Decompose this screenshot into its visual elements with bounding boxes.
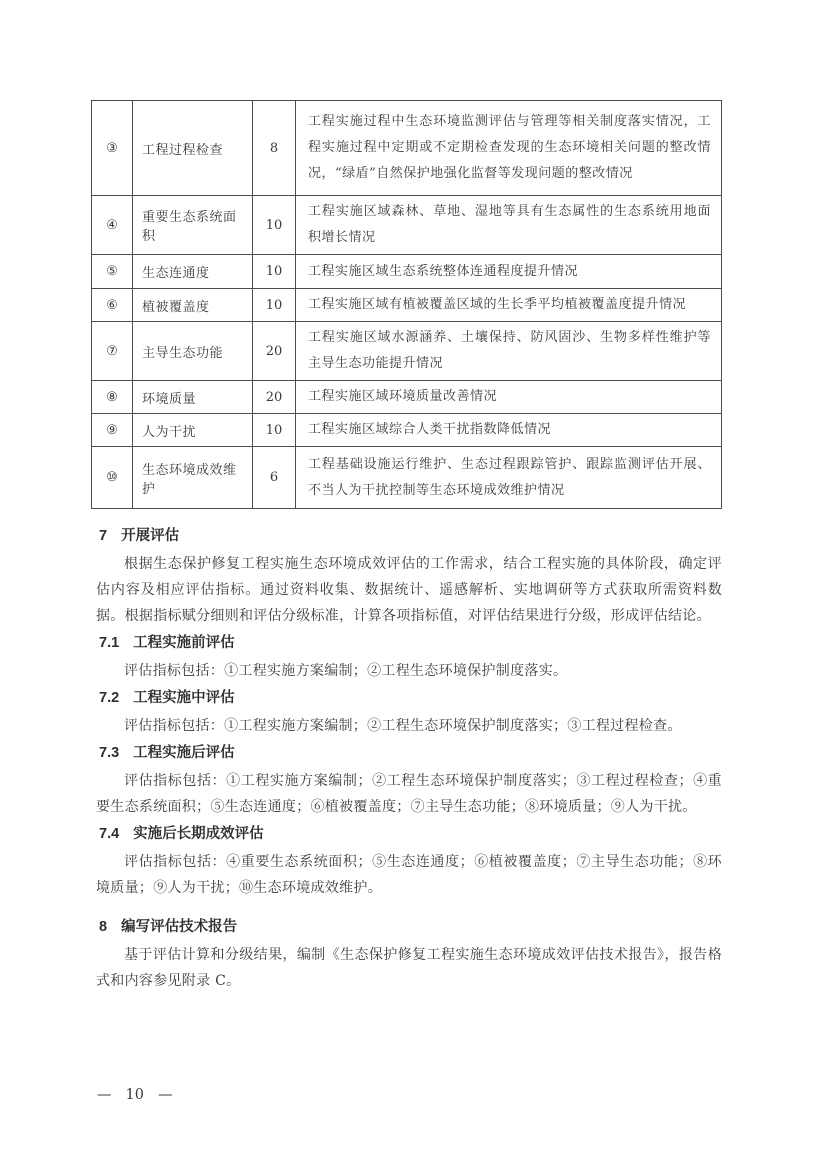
indicator-name: 主导生态功能 bbox=[133, 322, 253, 381]
indicator-number: ⑤ bbox=[92, 255, 133, 289]
indicator-score: 8 bbox=[253, 101, 296, 196]
section-7-4-heading bbox=[99, 824, 722, 845]
section-7-1-paragraph: 评估指标包括：①工程实施方案编制；②工程生态环境保护制度落实。 bbox=[124, 663, 568, 679]
indicator-name: 重要生态系统面积 bbox=[133, 196, 253, 255]
section-title: 编写评估技术报告 bbox=[121, 919, 238, 935]
section-number: 7.2 bbox=[99, 690, 120, 706]
section-number: 7.3 bbox=[99, 745, 120, 761]
section-title: 工程实施中评估 bbox=[133, 690, 235, 706]
indicator-number: ⑧ bbox=[92, 381, 133, 414]
indicator-score: 20 bbox=[253, 322, 296, 381]
indicator-number: ⑨ bbox=[92, 414, 133, 447]
section-number: 8 bbox=[99, 919, 108, 935]
section-7-2-heading bbox=[99, 688, 722, 709]
indicator-description: 工程实施区域环境质量改善情况 bbox=[296, 381, 722, 414]
indicator-number: ⑩ bbox=[92, 447, 133, 509]
section-7-paragraph: 根据生态保护修复工程实施生态环境成效评估的工作需求，结合工程实施的具体阶段，确定评估内容及相应评估指标。通过资料收集、数据统计、遥感解析、实地调研等方式获取所需资料数据。根据指标赋分细则和评估分级标准，计算各项指标值，对评估结果进行分级，形成评估结论。 bbox=[96, 556, 722, 624]
indicator-name: 环境质量 bbox=[133, 381, 253, 414]
indicator-number: ⑦ bbox=[92, 322, 133, 381]
table-row bbox=[92, 196, 722, 255]
section-7-heading bbox=[99, 526, 722, 547]
section-7-4-paragraph: 评估指标包括：④重要生态系统面积；⑤生态连通度；⑥植被覆盖度；⑦主导生态功能；⑧环境质量；⑨人为干扰；⑩生态环境成效维护。 bbox=[96, 854, 722, 896]
indicator-description: 工程实施区域综合人类干扰指数降低情况 bbox=[296, 414, 722, 447]
table-row bbox=[92, 255, 722, 289]
indicator-name: 生态连通度 bbox=[133, 255, 253, 289]
indicator-name: 人为干扰 bbox=[133, 414, 253, 447]
indicator-score-table bbox=[91, 100, 722, 509]
section-number: 7.4 bbox=[99, 826, 120, 842]
section-title: 实施后长期成效评估 bbox=[133, 826, 264, 842]
section-7-3-paragraph: 评估指标包括：①工程实施方案编制；②工程生态环境保护制度落实；③工程过程检查；④重要生态系统面积；⑤生态连通度；⑥植被覆盖度；⑦主导生态功能；⑧环境质量；⑨人为干扰。 bbox=[96, 773, 722, 815]
indicator-number: ④ bbox=[92, 196, 133, 255]
section-7-2-paragraph: 评估指标包括：①工程实施方案编制；②工程生态环境保护制度落实；③工程过程检查。 bbox=[124, 718, 682, 734]
indicator-description: 工程实施过程中生态环境监测评估与管理等相关制度落实情况，工程实施过程中定期或不定期检查发现的生态环境相关问题的整改情况，“绿盾”自然保护地强化监督等发现问题的整改情况 bbox=[296, 101, 722, 196]
indicator-score: 10 bbox=[253, 289, 296, 322]
section-number: 7.1 bbox=[99, 635, 120, 651]
section-7-1-heading bbox=[99, 633, 722, 654]
footer-left-dash: — bbox=[97, 1087, 112, 1103]
indicator-description: 工程实施区域有植被覆盖区域的生长季平均植被覆盖度提升情况 bbox=[296, 289, 722, 322]
indicator-description: 工程实施区域水源涵养、土壤保持、防风固沙、生物多样性维护等主导生态功能提升情况 bbox=[296, 322, 722, 381]
indicator-name: 工程过程检查 bbox=[133, 101, 253, 196]
indicator-name: 植被覆盖度 bbox=[133, 289, 253, 322]
table-row bbox=[92, 447, 722, 509]
section-8-heading bbox=[99, 917, 722, 938]
section-title: 工程实施前评估 bbox=[133, 635, 235, 651]
indicator-description: 工程基础设施运行维护、生态过程跟踪管护、跟踪监测评估开展、不当人为干扰控制等生态环境成效维护情况 bbox=[296, 447, 722, 509]
indicator-score: 10 bbox=[253, 196, 296, 255]
indicator-name: 生态环境成效维护 bbox=[133, 447, 253, 509]
section-8-paragraph: 基于评估计算和分级结果，编制《生态保护修复工程实施生态环境成效评估技术报告》，报告格式和内容参见附录 C。 bbox=[96, 947, 722, 989]
table-row bbox=[92, 414, 722, 447]
section-number: 7 bbox=[99, 528, 108, 544]
indicator-description: 工程实施区域森林、草地、湿地等具有生态属性的生态系统用地面积增长情况 bbox=[296, 196, 722, 255]
section-title: 开展评估 bbox=[121, 528, 180, 544]
table-row bbox=[92, 101, 722, 196]
section-title: 工程实施后评估 bbox=[133, 745, 235, 761]
document-page-content bbox=[91, 100, 722, 994]
indicator-number: ③ bbox=[92, 101, 133, 196]
indicator-number: ⑥ bbox=[92, 289, 133, 322]
indicator-score: 6 bbox=[253, 447, 296, 509]
page-footer bbox=[95, 1087, 174, 1103]
section-7-3-heading bbox=[99, 743, 722, 764]
table-row bbox=[92, 322, 722, 381]
indicator-score: 10 bbox=[253, 255, 296, 289]
indicator-description: 工程实施区域生态系统整体连通程度提升情况 bbox=[296, 255, 722, 289]
indicator-score: 20 bbox=[253, 381, 296, 414]
table-row bbox=[92, 289, 722, 322]
footer-right-dash: — bbox=[157, 1087, 173, 1103]
indicator-score: 10 bbox=[253, 414, 296, 447]
page-number: 10 bbox=[125, 1087, 144, 1103]
table-row bbox=[92, 381, 722, 414]
